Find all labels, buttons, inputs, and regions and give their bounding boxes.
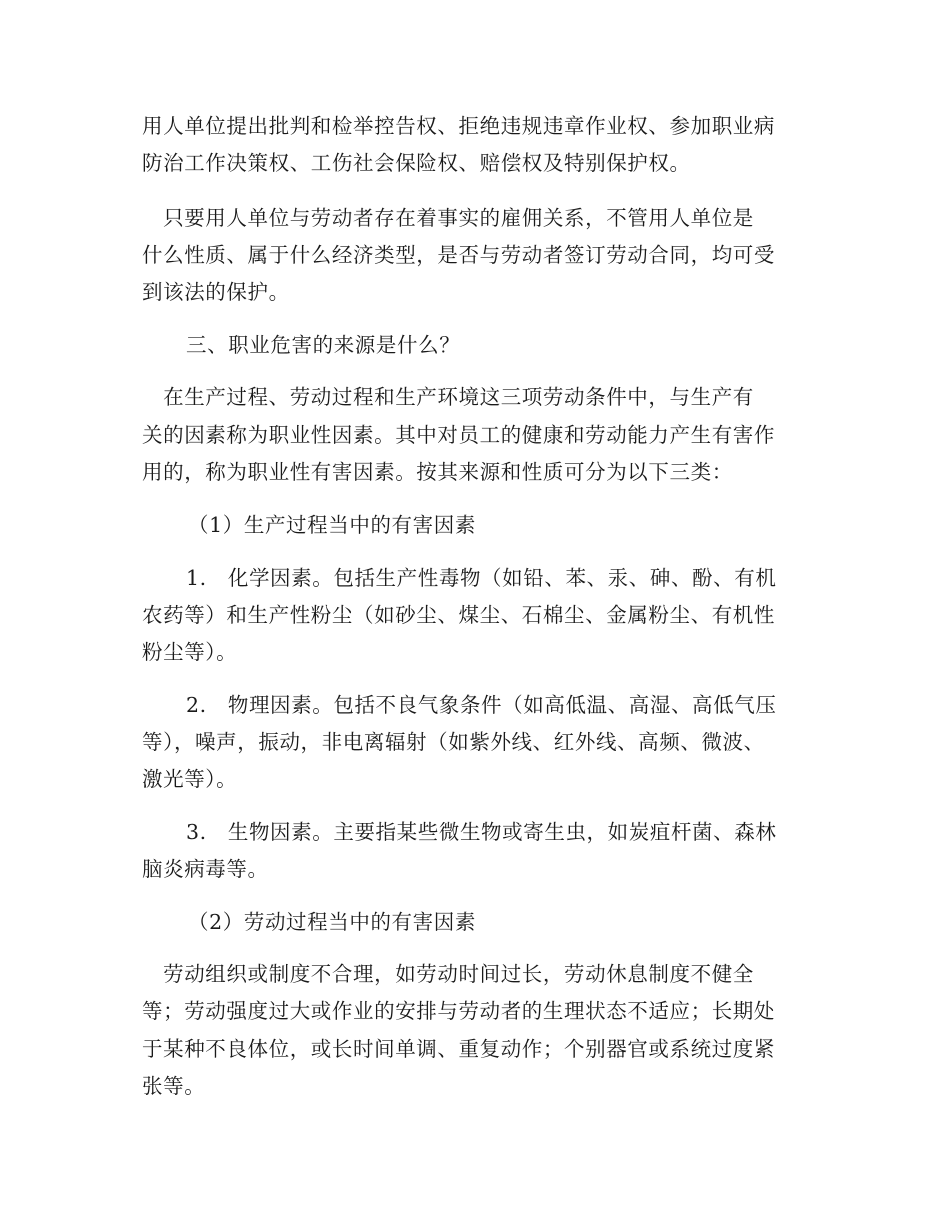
text-line: 张等。: [142, 1074, 206, 1098]
text-line: 农药等）和生产性粉尘（如砂尘、煤尘、石棉尘、金属粉尘、有机性: [142, 603, 775, 627]
text-line: 等；劳动强度过大或作业的安排与劳动者的生理状态不适应；长期处: [142, 999, 775, 1023]
text-line: 劳动组织或制度不合理，如劳动时间过长，劳动休息制度不健全: [142, 962, 754, 986]
text-line: 脑炎病毒等。: [142, 857, 269, 881]
text-line: 只要用人单位与劳动者存在着事实的雇佣关系，不管用人单位是: [142, 206, 754, 230]
text-line: 1. 化学因素。包括生产性毒物（如铅、苯、汞、砷、酚、有机: [186, 566, 777, 590]
text-line: 3. 生物因素。主要指某些微生物或寄生虫，如炭疽杆菌、森林: [186, 820, 777, 844]
text-line: 激光等）。: [142, 767, 238, 791]
text-line: 于某种不良体位，或长时间单调、重复动作；个别器官或系统过度紧: [142, 1037, 775, 1061]
text-line: 用人单位提出批判和检举控告权、拒绝违规违章作业权、参加职业病: [142, 114, 775, 138]
heading-text: 三、职业危害的来源是什么？: [186, 333, 461, 357]
text-line: 2. 物理因素。包括不良气象条件（如高低温、高湿、高低气压: [186, 693, 777, 717]
subheading-text: （1）生产过程当中的有害因素: [188, 513, 476, 537]
text-line: 关的因素称为职业性因素。其中对员工的健康和劳动能力产生有害作: [142, 423, 775, 447]
text-line: 在生产过程、劳动过程和生产环境这三项劳动条件中，与生产有: [142, 385, 754, 409]
text-line: 到该法的保护。: [142, 280, 290, 304]
text-line: 粉尘等）。: [142, 640, 238, 664]
text-line: 防治工作决策权、工伤社会保险权、赔偿权及特别保护权。: [142, 151, 691, 175]
text-line: 用的，称为职业性有害因素。按其来源和性质可分为以下三类：: [142, 460, 733, 484]
subheading-text: （2）劳动过程当中的有害因素: [188, 910, 476, 934]
text-line: 什么性质、属于什么经济类型，是否与劳动者签订劳动合同，均可受: [142, 243, 775, 267]
text-line: 等），噪声，振动，非电离辐射（如紫外线、红外线、高频、微波、: [142, 730, 765, 754]
